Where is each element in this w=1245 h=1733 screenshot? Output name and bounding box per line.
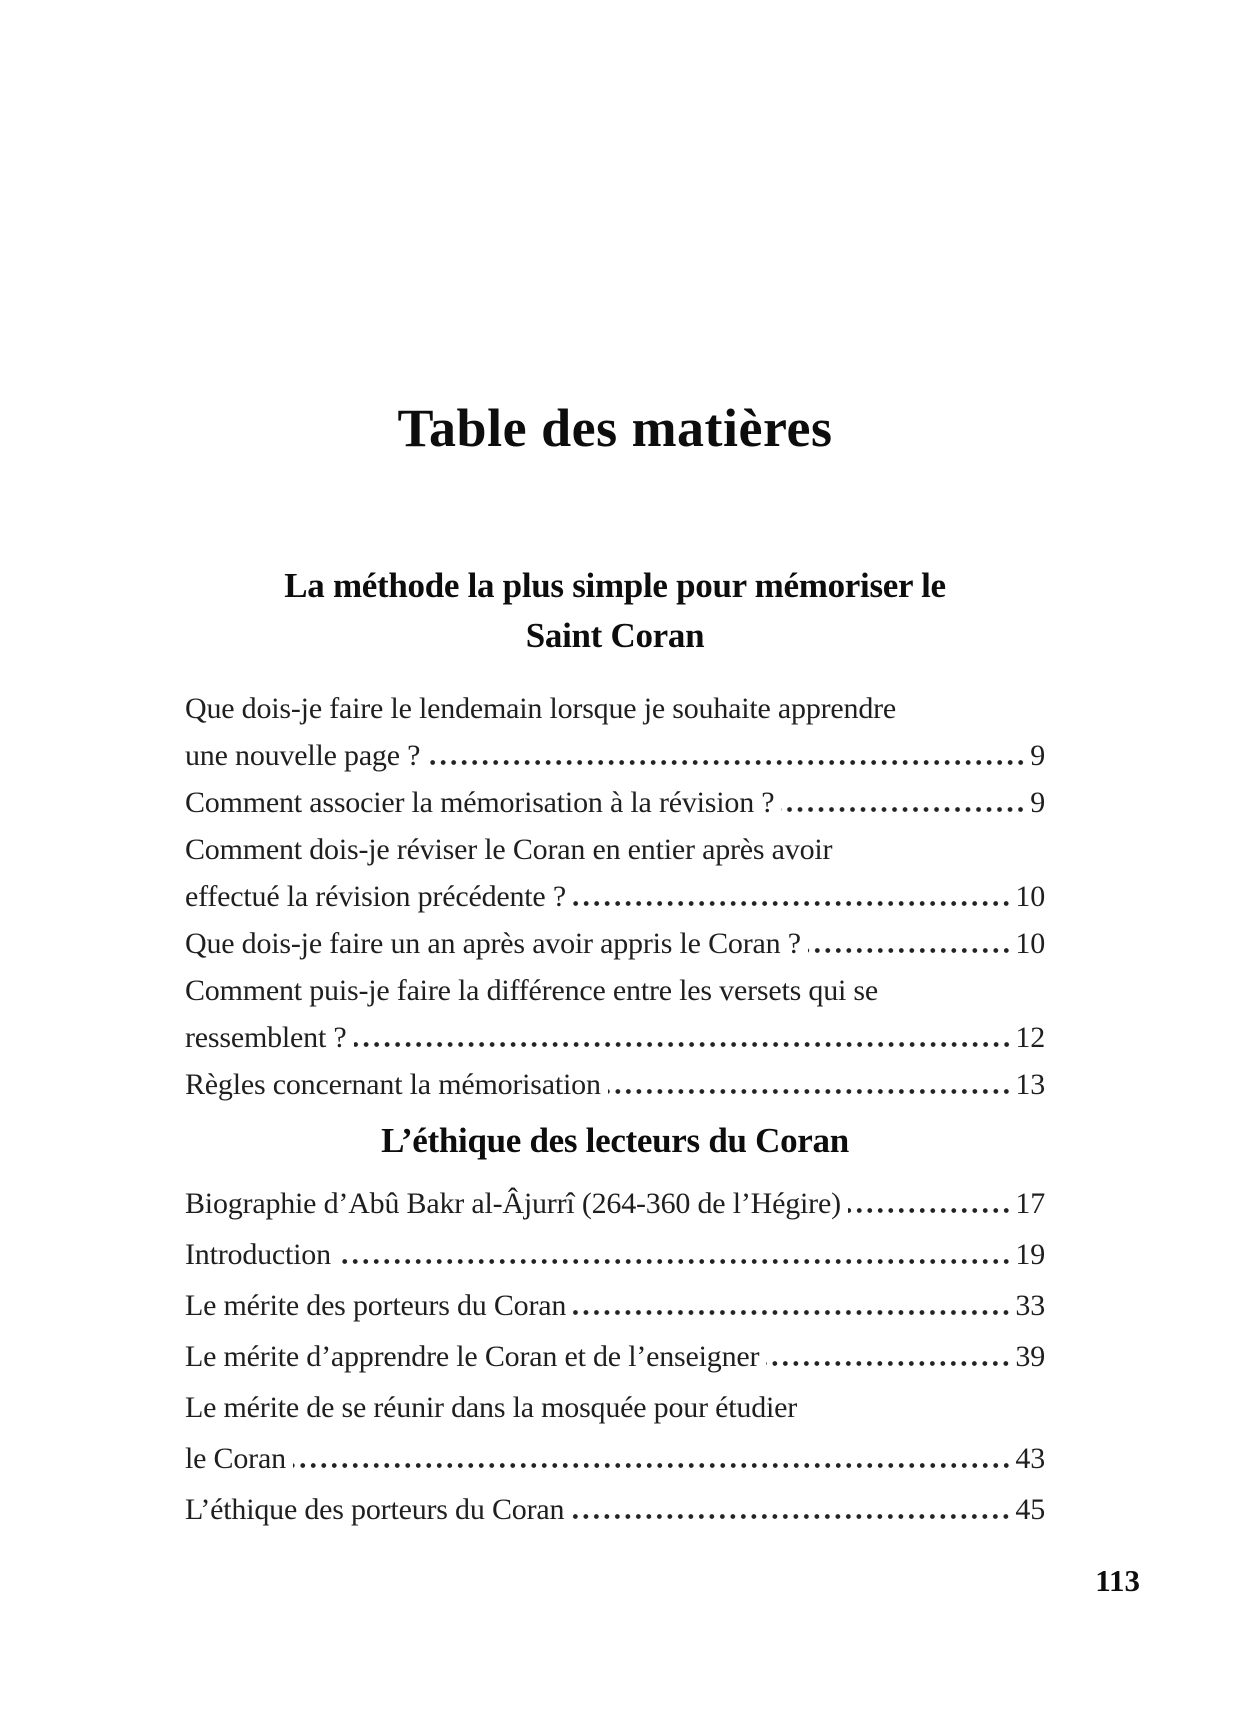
toc-entry-row — [185, 1014, 1045, 1061]
toc-entry-line: Le mérite des porteurs du Coran — [185, 1289, 567, 1322]
toc-entry-row — [185, 779, 1045, 826]
toc-page-number: 17 — [1015, 1187, 1045, 1220]
dot-leader — [848, 1208, 1012, 1213]
toc-entry-line: Comment puis-je faire la différence entre les versets qui se — [185, 974, 879, 1007]
toc-page-number: 10 — [1015, 880, 1045, 913]
toc-entry-line: Introduction — [185, 1238, 331, 1271]
toc-page-number: 45 — [1015, 1493, 1045, 1526]
toc-entry-row — [185, 1331, 1045, 1382]
toc-section-entries — [185, 1178, 1045, 1535]
dot-leader — [808, 948, 1012, 953]
toc-entry — [185, 1178, 1045, 1229]
dot-leader — [354, 1042, 1012, 1047]
toc-page-number: 39 — [1015, 1340, 1045, 1373]
toc-entry-line: effectué la révision précédente ? — [185, 880, 566, 913]
toc-entry-row — [185, 920, 1045, 967]
toc-page-number: 9 — [1030, 739, 1045, 772]
toc-entry — [185, 1331, 1045, 1382]
toc-entry — [185, 826, 1045, 920]
toc-page-number: 19 — [1015, 1238, 1045, 1271]
toc-entry-line: Le mérite de se réunir dans la mosquée pour étudier — [185, 1391, 798, 1424]
toc-entry-line: L’éthique des porteurs du Coran — [185, 1493, 565, 1526]
toc-entry-line: Comment associer la mémorisation à la révision ? — [185, 786, 775, 819]
toc-entry — [185, 1280, 1045, 1331]
toc-entry — [185, 1382, 1045, 1484]
toc-entry-row — [185, 1280, 1045, 1331]
toc-page-number: 9 — [1030, 786, 1045, 819]
toc-page-number: 12 — [1015, 1021, 1045, 1054]
page-title: Table des matières — [397, 398, 833, 458]
dot-leader — [766, 1361, 1011, 1366]
toc-page-number: 10 — [1015, 927, 1045, 960]
toc-page-number: 13 — [1015, 1068, 1045, 1101]
toc-entry — [185, 779, 1045, 826]
toc-entry-line: Le mérite d’apprendre le Coran et de l’enseigner — [185, 1340, 760, 1373]
toc-entry — [185, 1484, 1045, 1535]
table-of-contents — [185, 0, 1045, 1535]
toc-entry — [185, 967, 1045, 1061]
toc-entry — [185, 1061, 1045, 1108]
toc-entry-line: Comment dois-je réviser le Coran en entier après avoir — [185, 833, 833, 866]
toc-entry — [185, 920, 1045, 967]
dot-leader — [573, 901, 1011, 906]
toc-entry-row — [185, 732, 1045, 779]
toc-entry-line: le Coran — [185, 1442, 286, 1475]
toc-entry-line: ressemblent ? — [185, 1021, 347, 1054]
toc-entry-row — [185, 1178, 1045, 1229]
toc-entry-line: Règles concernant la mémorisation — [185, 1068, 601, 1101]
toc-entry — [185, 1229, 1045, 1280]
dot-leader — [608, 1089, 1012, 1094]
toc-entry-line: Que dois-je faire le lendemain lorsque je souhaite apprendre — [185, 692, 897, 725]
toc-entry-row — [185, 1229, 1045, 1280]
toc-page-number: 33 — [1015, 1289, 1045, 1322]
toc-section-entries — [185, 685, 1045, 1108]
toc-entry-row — [185, 873, 1045, 920]
section-heading-line: Saint Coran — [525, 616, 705, 655]
section-heading-ethique — [185, 1116, 1045, 1166]
dot-leader — [571, 1514, 1011, 1519]
toc-entry-line: Que dois-je faire un an après avoir appris le Coran ? — [185, 927, 801, 960]
toc-page-number: 43 — [1015, 1442, 1045, 1475]
dot-leader — [573, 1310, 1011, 1315]
toc-entry-row — [185, 1061, 1045, 1108]
section-heading-line: La méthode la plus simple pour mémoriser le — [284, 566, 946, 605]
toc-entry-row — [185, 1433, 1045, 1484]
toc-entry-row — [185, 1484, 1045, 1535]
dot-leader — [427, 760, 1026, 765]
dot-leader — [338, 1259, 1011, 1264]
section-heading-line: L’éthique des lecteurs du Coran — [381, 1121, 849, 1160]
dot-leader — [293, 1463, 1012, 1468]
toc-entry-line: Biographie d’Abû Bakr al-Âjurrî (264-360 de l’Hégire) — [185, 1187, 841, 1220]
toc-entry — [185, 685, 1045, 779]
toc-entry-line: une nouvelle page ? — [185, 739, 421, 772]
section-heading-memorisation — [185, 561, 1045, 661]
page-number-footer: 113 — [1095, 1563, 1140, 1598]
dot-leader — [781, 807, 1026, 812]
